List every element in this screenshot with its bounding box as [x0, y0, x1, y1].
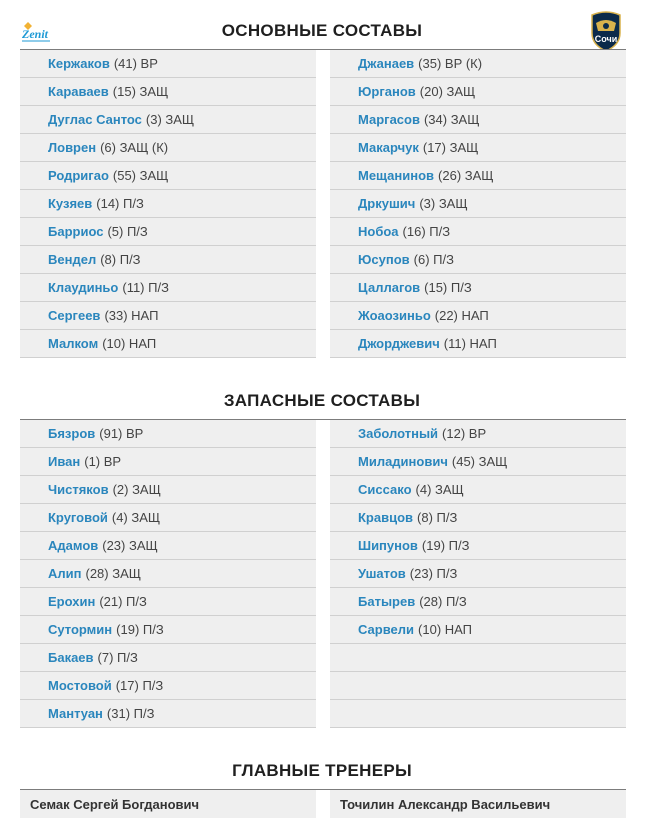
player-name-link[interactable]: Караваев — [48, 84, 109, 99]
player-row — [330, 330, 626, 358]
player-row — [20, 560, 316, 588]
player-name-link[interactable]: Алип — [48, 566, 82, 581]
player-name-link[interactable]: Дуглас Сантос — [48, 112, 142, 127]
player-row — [20, 588, 316, 616]
player-row — [20, 616, 316, 644]
player-row — [330, 560, 626, 588]
player-row — [20, 190, 316, 218]
player-name-link[interactable]: Кузяев — [48, 196, 93, 211]
player-name-link[interactable]: Сарвели — [358, 622, 415, 637]
player-name-link[interactable]: Ушатов — [358, 566, 406, 581]
player-name-link[interactable]: Адамов — [48, 538, 99, 553]
player-meta: (5) П/З — [107, 224, 148, 239]
player-meta: (17) ЗАЩ — [422, 140, 479, 155]
player-meta: (21) П/З — [99, 594, 147, 609]
player-name-link[interactable]: Цаллагов — [358, 280, 421, 295]
player-meta: (6) ЗАЩ (К) — [100, 140, 169, 155]
player-name-link[interactable]: Дркушич — [358, 196, 416, 211]
player-meta: (7) П/З — [97, 650, 138, 665]
player-name-link[interactable]: Иван — [48, 454, 81, 469]
player-meta: (16) П/З — [402, 224, 451, 239]
player-meta: (26) ЗАЩ — [438, 168, 494, 183]
player-name-link[interactable]: Миладинович — [358, 454, 448, 469]
player-row — [330, 246, 626, 274]
player-row — [330, 588, 626, 616]
player-meta: (2) ЗАЩ — [112, 482, 161, 497]
home-main-lineup — [20, 50, 316, 358]
player-meta: (15) П/З — [424, 280, 472, 295]
player-meta: (41) ВР — [113, 56, 158, 71]
svg-text:Сочи: Сочи — [594, 34, 618, 44]
player-name-link[interactable]: Сиссако — [358, 482, 412, 497]
player-name-link[interactable]: Барриос — [48, 224, 104, 239]
player-row — [20, 672, 316, 700]
player-meta: (23) П/З — [409, 566, 458, 581]
player-row — [20, 78, 316, 106]
player-meta: (8) П/З — [417, 510, 458, 525]
player-name-link[interactable]: Малком — [48, 336, 99, 351]
player-name-link[interactable]: Круговой — [48, 510, 108, 525]
player-name-link[interactable]: Джанаев — [358, 56, 415, 71]
player-row — [20, 330, 316, 358]
away-main-lineup — [330, 50, 626, 358]
player-name-link[interactable]: Мантуан — [48, 706, 103, 721]
player-meta: (34) ЗАЩ — [423, 112, 480, 127]
player-row — [330, 106, 626, 134]
player-meta: (31) П/З — [106, 706, 155, 721]
home-coach: Семак Сергей Богданович — [20, 790, 316, 818]
player-meta: (6) П/З — [413, 252, 454, 267]
player-name-link[interactable]: Сергеев — [48, 308, 101, 323]
player-meta: (11) П/З — [122, 280, 169, 295]
player-meta: (55) ЗАЩ — [112, 168, 169, 183]
player-row — [20, 218, 316, 246]
player-row — [20, 700, 316, 728]
player-name-link[interactable]: Юрганов — [358, 84, 416, 99]
player-meta: (20) ЗАЩ — [419, 84, 476, 99]
player-name-link[interactable]: Батырев — [358, 594, 416, 609]
home-subs — [20, 420, 316, 728]
player-row — [330, 274, 626, 302]
player-meta: (35) ВР (К) — [418, 56, 483, 71]
player-meta: (4) ЗАЩ — [111, 510, 161, 525]
player-name-link[interactable]: Мещанинов — [358, 168, 435, 183]
player-row — [330, 218, 626, 246]
player-meta: (1) ВР — [84, 454, 122, 469]
player-name-link[interactable]: Маргасов — [358, 112, 420, 127]
player-row — [20, 532, 316, 560]
player-meta: (19) П/З — [116, 622, 164, 637]
main-lineups-title: ОСНОВНЫЕ СОСТАВЫ — [221, 21, 423, 40]
player-row — [330, 78, 626, 106]
player-row — [330, 504, 626, 532]
player-meta: (3) ЗАЩ — [419, 196, 468, 211]
player-row — [20, 302, 316, 330]
player-meta: (4) ЗАЩ — [415, 482, 464, 497]
player-name-link[interactable]: Бакаев — [48, 650, 94, 665]
player-meta: (33) НАП — [104, 308, 159, 323]
player-row — [330, 448, 626, 476]
player-name-link[interactable]: Родригао — [48, 168, 109, 183]
player-meta: (3) ЗАЩ — [145, 112, 195, 127]
player-name-link[interactable]: Жоаозиньо — [358, 308, 431, 323]
player-row — [20, 246, 316, 274]
player-row — [20, 420, 316, 448]
player-meta: (10) НАП — [102, 336, 157, 351]
player-meta: (22) НАП — [434, 308, 489, 323]
subs-title: ЗАПАСНЫЕ СОСТАВЫ — [223, 391, 421, 410]
coaches-title: ГЛАВНЫЕ ТРЕНЕРЫ — [232, 761, 412, 780]
player-row — [20, 274, 316, 302]
player-meta: (11) НАП — [443, 336, 497, 351]
player-row — [20, 50, 316, 78]
player-name-link[interactable]: Бязров — [48, 426, 96, 441]
player-meta: (10) НАП — [418, 622, 473, 637]
player-meta: (8) П/З — [100, 252, 141, 267]
player-meta: (15) ЗАЩ — [112, 84, 169, 99]
player-row — [20, 106, 316, 134]
player-row — [20, 644, 316, 672]
player-meta: (91) ВР — [99, 426, 144, 441]
player-meta: (19) П/З — [421, 538, 470, 553]
player-row — [330, 476, 626, 504]
away-subs — [330, 420, 626, 728]
player-row — [330, 162, 626, 190]
player-row — [20, 162, 316, 190]
player-row — [20, 476, 316, 504]
player-meta: (45) ЗАЩ — [451, 454, 508, 469]
player-name-link[interactable]: Джорджевич — [358, 336, 440, 351]
player-row — [330, 50, 626, 78]
away-coach: Точилин Александр Васильевич — [330, 790, 626, 818]
player-name-link[interactable]: Кержаков — [48, 56, 110, 71]
player-row — [330, 616, 626, 644]
player-row — [330, 190, 626, 218]
player-name-link[interactable]: Мостовой — [48, 678, 112, 693]
player-meta: (12) ВР — [442, 426, 487, 441]
empty-row — [330, 672, 626, 700]
player-meta: (23) ЗАЩ — [102, 538, 158, 553]
svg-text:Zenit: Zenit — [22, 27, 48, 41]
player-meta: (17) П/З — [115, 678, 164, 693]
player-name-link[interactable]: Сутормин — [48, 622, 113, 637]
player-name-link[interactable]: Юсупов — [358, 252, 410, 267]
player-name-link[interactable]: Кравцов — [358, 510, 414, 525]
player-row — [20, 504, 316, 532]
player-row — [330, 532, 626, 560]
player-row — [330, 134, 626, 162]
player-row — [330, 302, 626, 330]
player-name-link[interactable]: Нобоа — [358, 224, 399, 239]
player-name-link[interactable]: Макарчук — [358, 140, 419, 155]
player-name-link[interactable]: Шипунов — [358, 538, 418, 553]
empty-row — [330, 644, 626, 672]
player-name-link[interactable]: Вендел — [48, 252, 97, 267]
player-name-link[interactable]: Ерохин — [48, 594, 96, 609]
player-row — [20, 448, 316, 476]
player-name-link[interactable]: Чистяков — [48, 482, 109, 497]
player-meta: (28) П/З — [419, 594, 467, 609]
player-name-link[interactable]: Клаудиньо — [48, 280, 119, 295]
player-meta: (28) ЗАЩ — [85, 566, 141, 581]
player-row — [330, 420, 626, 448]
player-meta: (14) П/З — [96, 196, 144, 211]
empty-row — [330, 700, 626, 728]
player-row — [20, 134, 316, 162]
player-name-link[interactable]: Ловрен — [48, 140, 97, 155]
player-name-link[interactable]: Заболотный — [358, 426, 439, 441]
